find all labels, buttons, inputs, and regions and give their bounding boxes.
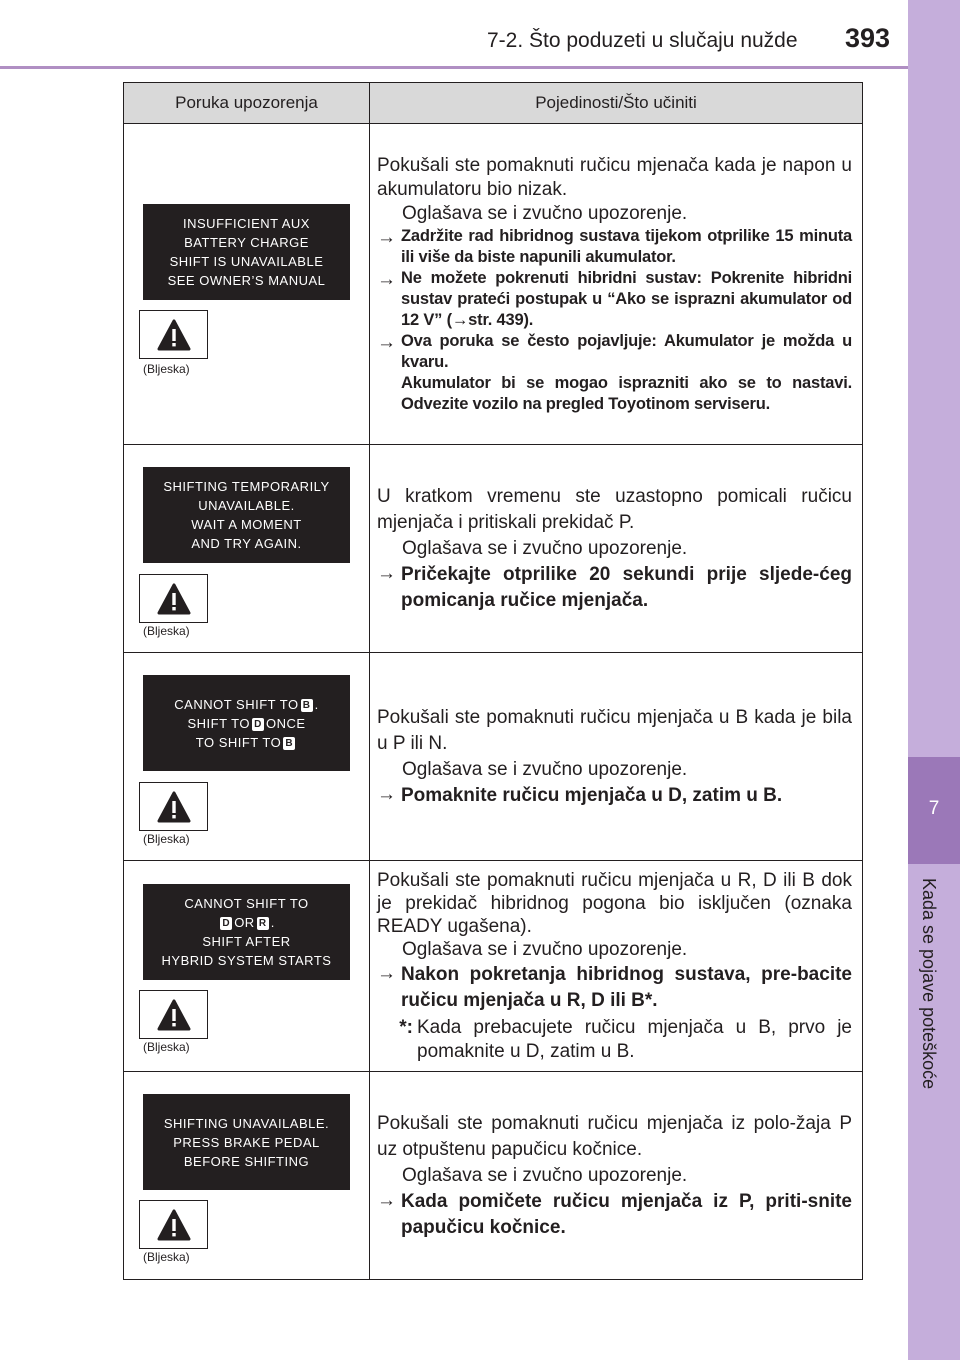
section-title: 7-2. Što poduzeti u slučaju nužde (487, 29, 798, 52)
display-message (143, 467, 350, 563)
sound-text: Oglašava se i zvučno upozorenje. (402, 938, 688, 960)
sound-text: Oglašava se i zvučno upozorenje. (402, 758, 688, 780)
gear-b-badge: B (283, 737, 295, 750)
cause-text: Pokušali ste pomaknuti ručicu mjenjača u R, D ili B dok je prekidač hibridnog pogona bio isključen (oznaka READY ugašena). (377, 869, 852, 937)
action-item-continued: Akumulator bi se mogao isprazniti ako se to nastavi. Odvezite vozilo na pregled Toyotinom serviseru. (401, 373, 852, 413)
display-line: CANNOT SHIFT TO (184, 896, 309, 911)
warning-cell (124, 861, 370, 1071)
cause-text: Pokušali ste pomaknuti ručicu mjenjača u B kada je bila u P ili N. (377, 706, 852, 754)
display-line: SHIFTING UNAVAILABLE. (163, 1115, 330, 1131)
cause-text: U kratkom vremenu ste uzastopno pomicali ručicu mjenjača i pritiskali prekidač P. (377, 485, 852, 533)
display-line: UNAVAILABLE. (198, 498, 295, 513)
sound-text: Oglašava se i zvučno upozorenje. (402, 1164, 688, 1186)
action-item: → Kada pomičete ručicu mjenjača iz P, priti-snite papučicu kočnice. (377, 1189, 852, 1238)
footnote (377, 1016, 852, 1064)
table-row (124, 445, 862, 653)
page-number: 393 (845, 23, 891, 53)
side-tab (908, 0, 960, 1360)
details-cell (370, 653, 862, 860)
warning-triangle-icon (139, 310, 208, 359)
chapter-label: Kada se pojave poteškoće (919, 878, 939, 1090)
warning-triangle-icon (139, 1200, 208, 1249)
flash-caption: (Bljeska) (143, 1040, 190, 1054)
action-item: → Zadržite rad hibridnog sustava tijekom otprilike 15 minuta ili više da biste napunili akumulator. (377, 226, 852, 266)
action-item: → Ova poruka se često pojavljuje: Akumulator je možda u kvaru. (377, 331, 852, 371)
footnote-text: Kada prebacujete ručicu mjenjača u B, prvo je pomaknite u D, zatim u B. (417, 1016, 852, 1062)
cause-text: Pokušali ste pomaknuti ručicu mjenača kada je napon u akumulatoru bio nizak. (377, 154, 852, 200)
details-cell (370, 124, 862, 444)
flash-caption: (Bljeska) (143, 832, 190, 846)
warning-triangle-icon (139, 574, 208, 623)
header-divider (0, 66, 908, 69)
warning-triangle-icon (139, 990, 208, 1039)
display-message (143, 675, 350, 771)
display-line: WAIT A MOMENT (191, 517, 302, 532)
display-message (143, 884, 350, 980)
gear-d-badge: D (220, 917, 232, 930)
column-header-warning: Poruka upozorenja (124, 83, 370, 123)
display-line: AND TRY AGAIN. (191, 536, 302, 551)
display-line: BEFORE SHIFTING (183, 1153, 310, 1169)
display-line: SHIFT IS UNAVAILABLE (169, 254, 324, 269)
chapter-number: 7 (928, 798, 940, 819)
display-line: PRESS BRAKE PEDAL (173, 1134, 320, 1150)
display-line: CANNOT SHIFT TO B . (174, 696, 319, 712)
table-row (124, 861, 862, 1072)
gear-r-badge: R (257, 917, 269, 930)
table-header (124, 83, 862, 124)
flash-caption: (Bljeska) (143, 1250, 190, 1264)
action-item: → Nakon pokretanja hibridnog sustava, pre-bacite ručicu mjenjača u R, D ili B*. (377, 962, 852, 1011)
action-item: → Pomaknite ručicu mjenjača u D, zatim u B. (377, 783, 783, 806)
table-row (124, 124, 862, 445)
display-line: HYBRID SYSTEM STARTS (161, 953, 332, 968)
action-item: → Ne možete pokrenuti hibridni sustav: Pokrenite hibridni sustav prateći postupak u “Ako se isprazni akumulator od 12 V” (→str. 439). (377, 268, 852, 329)
warning-cell (124, 124, 370, 444)
table-row (124, 653, 862, 861)
warning-cell (124, 1072, 370, 1279)
warning-table (123, 82, 863, 1280)
display-line: SEE OWNER’S MANUAL (167, 273, 326, 288)
details-cell (370, 445, 862, 652)
column-header-details: Pojedinosti/Što učiniti (535, 93, 697, 112)
gear-d-badge: D (252, 718, 264, 731)
warning-cell (124, 445, 370, 652)
display-line: SHIFT TO D ONCE (187, 715, 306, 731)
details-cell (370, 1072, 862, 1279)
footnote-mark: *: (399, 1016, 413, 1038)
warning-cell (124, 653, 370, 860)
display-message (143, 204, 350, 300)
sound-text: Oglašava se i zvučno upozorenje. (402, 202, 688, 224)
cause-text: Pokušali ste pomaknuti ručicu mjenjača iz polo-žaja P uz otpuštenu papučicu kočnice. (377, 1112, 852, 1160)
gear-b-badge: B (301, 699, 313, 712)
display-line: SHIFTING TEMPORARILY (163, 479, 330, 494)
table-row (124, 1072, 862, 1279)
display-message (143, 1094, 350, 1190)
sound-text: Oglašava se i zvučno upozorenje. (402, 537, 688, 559)
action-item: → Pričekajte otprilike 20 sekundi prije sljede-ćeg pomicanja ručice mjenjača. (377, 562, 852, 611)
display-line: SHIFT AFTER (202, 934, 291, 949)
flash-caption: (Bljeska) (143, 624, 190, 638)
warning-triangle-icon (139, 782, 208, 831)
display-line: TO SHIFT TO B (143, 733, 350, 752)
display-line: D OR R . (143, 913, 350, 932)
details-cell (370, 861, 862, 1071)
flash-caption: (Bljeska) (143, 362, 190, 376)
display-line: INSUFFICIENT AUX (183, 216, 310, 231)
display-line: BATTERY CHARGE (184, 235, 309, 250)
